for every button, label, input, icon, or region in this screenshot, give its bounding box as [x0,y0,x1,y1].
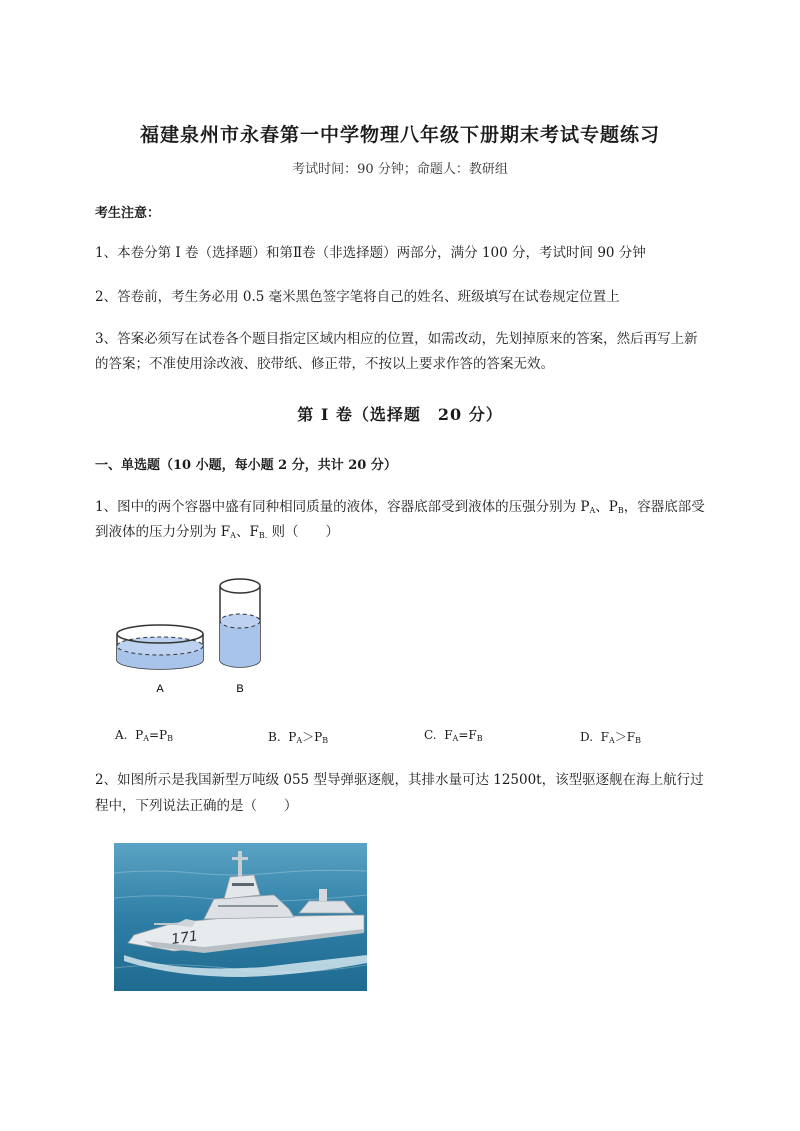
page-title: 福建泉州市永春第一中学物理八年级下册期末考试专题练习 [139,124,660,146]
option-c[interactable]: C. $F_A=F_B$ [424,728,483,743]
section-title: 第 I 卷（选择题 20 分） [297,405,503,424]
notice-item: 的答案；不准使用涂改液、胶带纸、修正带，不按以上要求作答的答案无效。 [95,356,554,372]
option-d[interactable]: D. $F_A>F_B$ [580,730,641,745]
exam-info: 考试时间：90 分钟；命题人：教研组 [292,162,508,177]
notice-heading: 考生注意： [95,206,161,221]
question-1-text: 1、图中的两个容器中盛有同种相同质量的液体，容器底部受到液体的压强分别为 $P_A$、$P_B$，容器底部受 [95,499,705,515]
part-heading: 一、单选题（10 小题，每小题 2 分，共计 20 分） [95,458,397,473]
question-1-text-cont: 到液体的压力分别为 $F_A$、$F_{B.}$ 则（ ） [95,524,340,540]
label-a: A [156,683,164,695]
containers-figure [110,572,280,702]
question-2-text: 2、如图所示是我国新型万吨级 055 型导弹驱逐舰，其排水量可达 12500t，该型驱逐舰在海上航行过 [95,772,704,788]
hull-number: 171 [170,928,200,948]
container-a [117,625,203,669]
notice-item: 3、答案必须写在试卷各个题目指定区域内相应的位置，如需改动，先划掉原来的答案，然后再写上新 [95,331,698,347]
label-b: B [236,683,244,695]
notice-item: 2、答卷前，考生务必用 0.5 毫米黑色签字笔将自己的姓名、班级填写在试卷规定位置上 [95,289,620,305]
destroyer-photo [114,843,367,991]
notice-item: 1、本卷分第 I 卷（选择题）和第Ⅱ卷（非选择题）两部分，满分 100 分，考试时间 90 分钟 [95,245,646,261]
option-a[interactable]: A. $P_A=P_B$ [115,728,174,743]
container-b [220,579,260,667]
destroyer-illustration [114,843,367,991]
question-2-text-cont: 程中，下列说法正确的是（ ） [95,798,298,814]
option-b[interactable]: B. $P_A>P_B$ [268,730,329,745]
